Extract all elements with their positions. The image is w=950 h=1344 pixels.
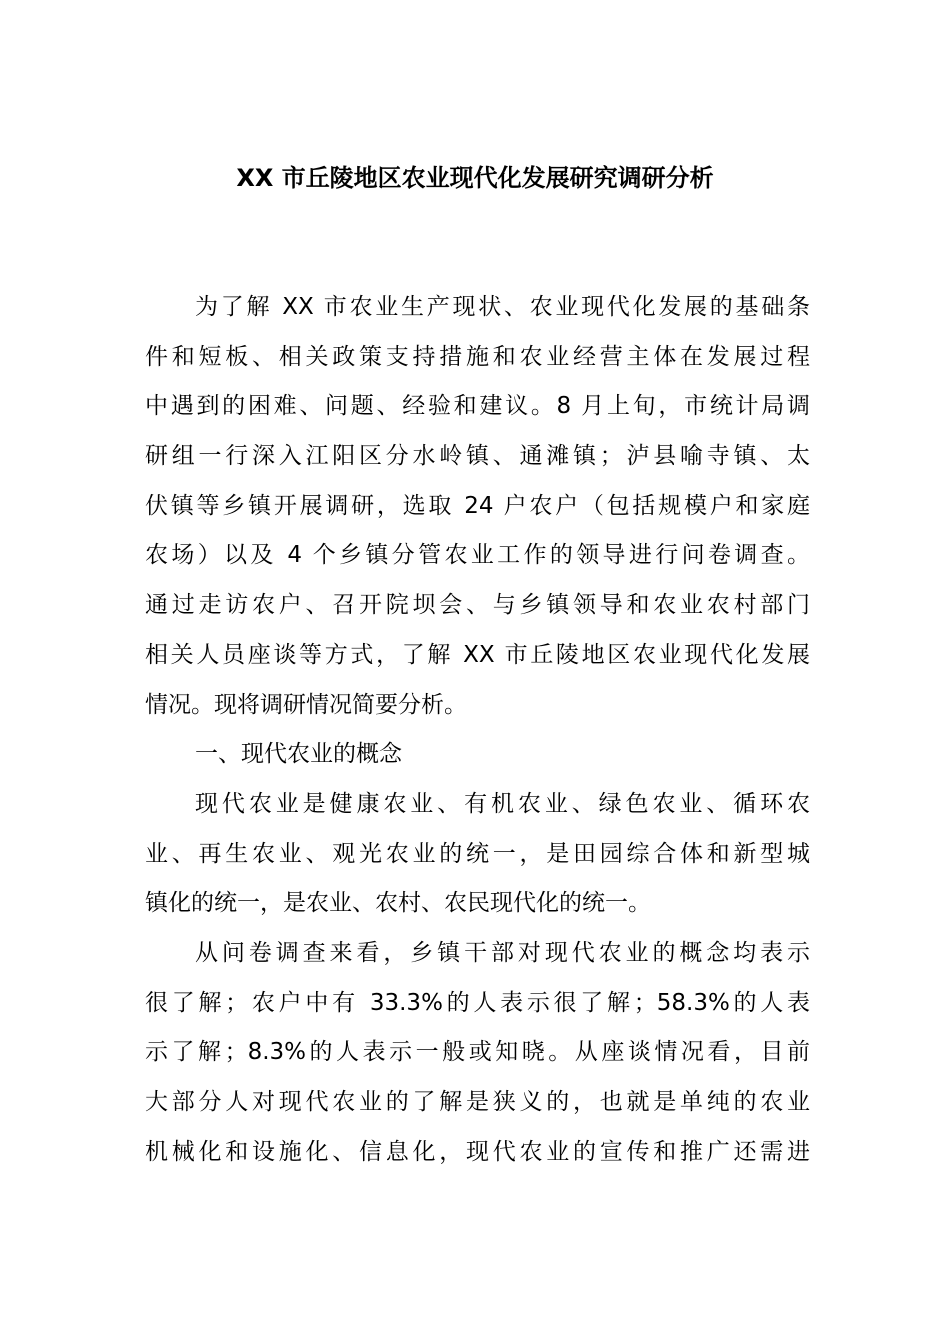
- paragraph-1-line-1: 为了解 XX 市农业生产现状、农业现代化发展的基础条: [195, 294, 810, 320]
- section-heading: 一、现代农业的概念: [195, 741, 402, 768]
- paragraph-3-line-2: 很了解；农户中有 33.3%的人表示很了解；58.3%的人表: [145, 989, 810, 1016]
- paragraph-3-line-5: 机械化和设施化、信息化，现代农业的宣传和推广还需进: [145, 1138, 810, 1165]
- paragraph-2-line-2: 业、再生农业、观光农业的统一，是田园综合体和新型城: [145, 840, 810, 867]
- paragraph-1-line-6: 农场）以及 4 个乡镇分管农业工作的领导进行问卷调查。: [145, 542, 810, 569]
- paragraph-1-line-9: 情况。现将调研情况简要分析。: [145, 691, 467, 718]
- paragraph-3-line-3: 示了解；8.3%的人表示一般或知晓。从座谈情况看，目前: [145, 1039, 810, 1066]
- paragraph-2-line-3: 镇化的统一，是农业、农村、农民现代化的统一。: [145, 890, 651, 917]
- paragraph-1-line-8: 相关人员座谈等方式，了解 XX 市丘陵地区农业现代化发展: [145, 641, 810, 668]
- paragraph-1-line-4: 研组一行深入江阳区分水岭镇、通滩镇；泸县喻寺镇、太: [145, 443, 810, 470]
- document-title: XX 市丘陵地区农业现代化发展研究调研分析: [236, 164, 714, 192]
- paragraph-3-line-4: 大部分人对现代农业的了解是狭义的，也就是单纯的农业: [145, 1089, 810, 1115]
- paragraph-1-line-7: 通过走访农户、召开院坝会、与乡镇领导和农业农村部门: [145, 592, 810, 619]
- paragraph-3-line-1: 从问卷调查来看，乡镇干部对现代农业的概念均表示: [195, 939, 810, 966]
- paragraph-1-line-3: 中遇到的困难、问题、经验和建议。8 月上旬，市统计局调: [145, 393, 810, 420]
- paragraph-1-line-2: 件和短板、相关政策支持措施和农业经营主体在发展过程: [145, 343, 810, 370]
- document-body: [145, 283, 810, 1177]
- paragraph-2-line-1: 现代农业是健康农业、有机农业、绿色农业、循环农: [195, 790, 810, 817]
- paragraph-1-line-5: 伏镇等乡镇开展调研，选取 24 户农户（包括规模户和家庭: [145, 492, 810, 519]
